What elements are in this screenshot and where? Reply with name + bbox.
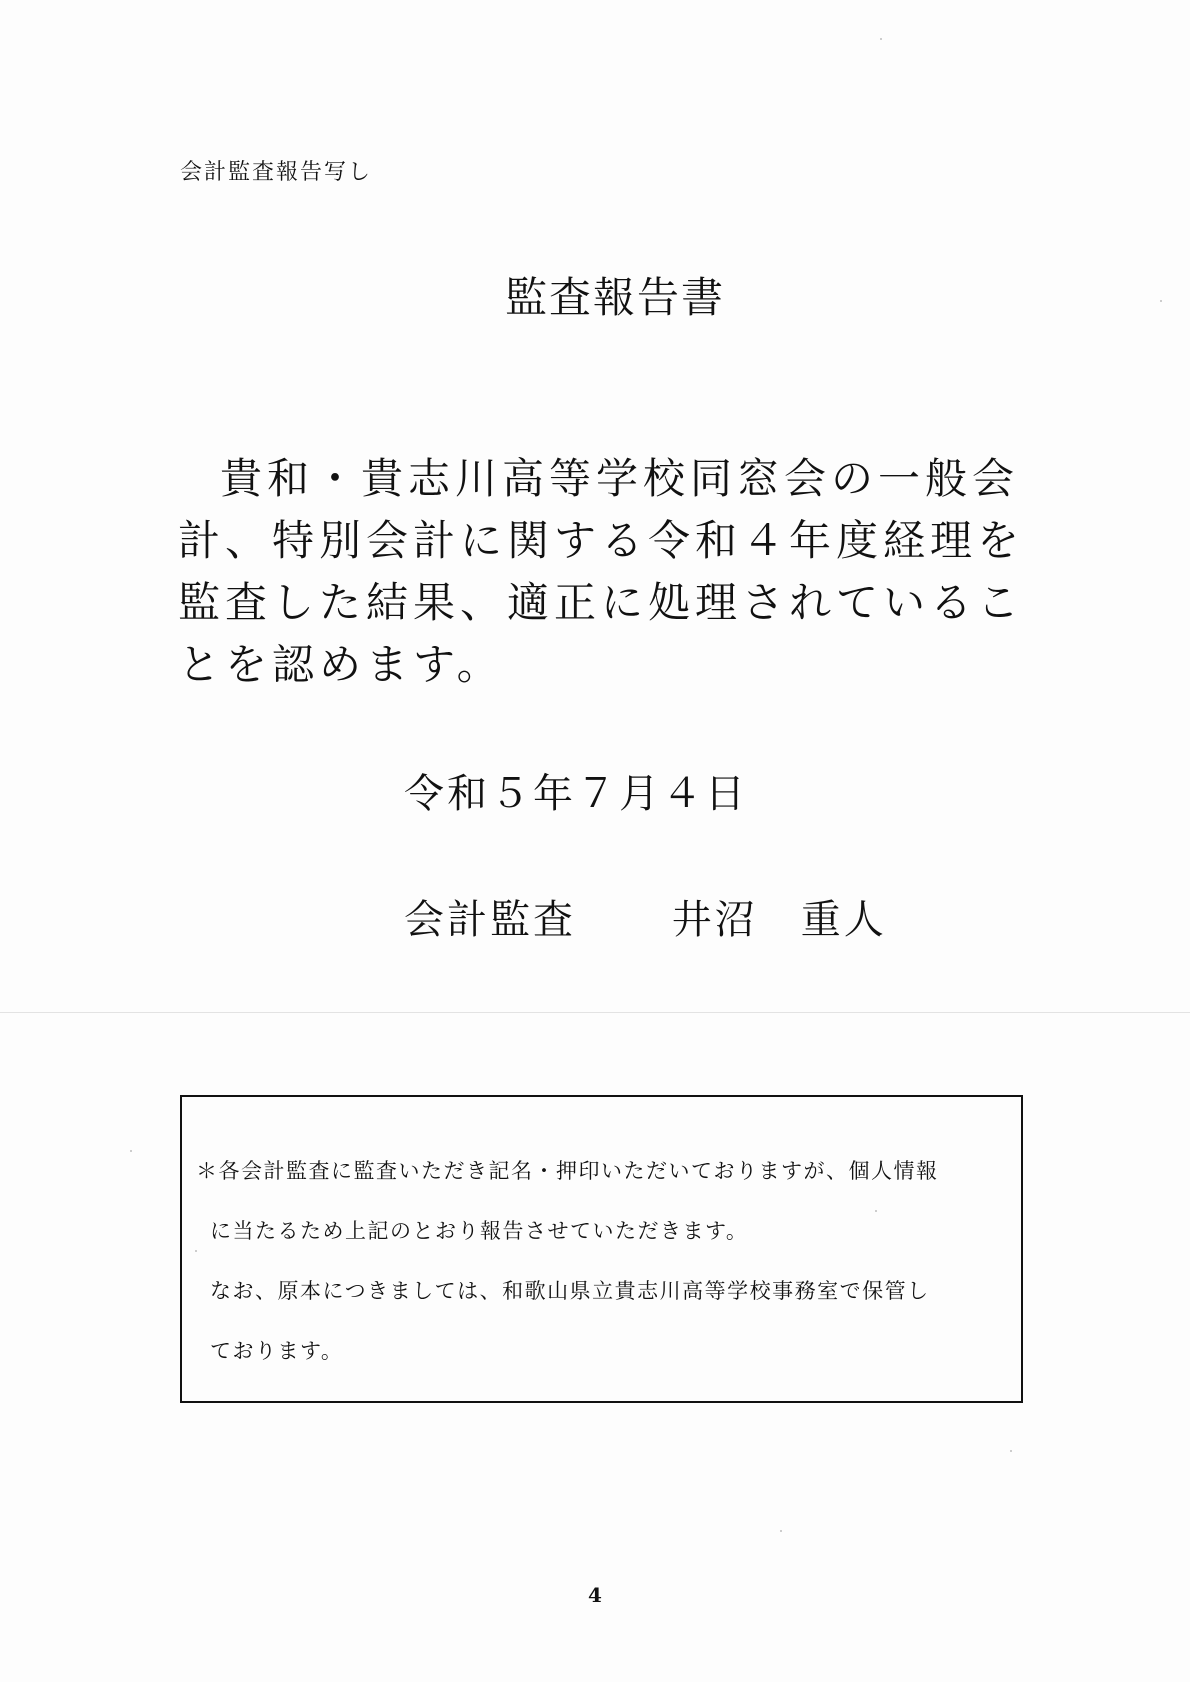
scan-speck — [875, 1210, 877, 1212]
scan-speck — [1160, 300, 1162, 302]
scan-speck — [195, 1250, 197, 1252]
page-number: 4 — [588, 1583, 602, 1607]
auditor-name: 井沼 重人 — [671, 897, 887, 943]
notice-line: なお、原本につきましては、和歌山県立貴志川高等学校事務室で保管し — [210, 1279, 930, 1303]
scan-speck — [1010, 1450, 1012, 1452]
scan-speck — [130, 1150, 132, 1152]
document-title: 監査報告書 — [504, 273, 725, 322]
page-fold-divider — [0, 1012, 1190, 1013]
notice-box — [180, 1095, 1023, 1403]
notice-line: に当たるため上記のとおり報告させていただきます。 — [210, 1219, 749, 1243]
scan-speck — [880, 38, 882, 40]
header-note: 会計監査報告写し — [180, 160, 373, 185]
auditor-role: 会計監査 — [404, 897, 576, 943]
report-body: 貴和・貴志川高等学校同窓会の一般会計、特別会計に関する令和４年度経理を監査した結果、適正に処理されていることを認めます。 — [178, 454, 1025, 689]
report-date: 令和５年７月４日 — [404, 771, 748, 817]
scan-speck — [780, 1530, 782, 1532]
notice-line: ＊各会計監査に監査いただき記名・押印いただいておりますが、個人情報 — [196, 1159, 939, 1183]
notice-line: ております。 — [210, 1339, 344, 1363]
signature-block — [404, 888, 887, 945]
